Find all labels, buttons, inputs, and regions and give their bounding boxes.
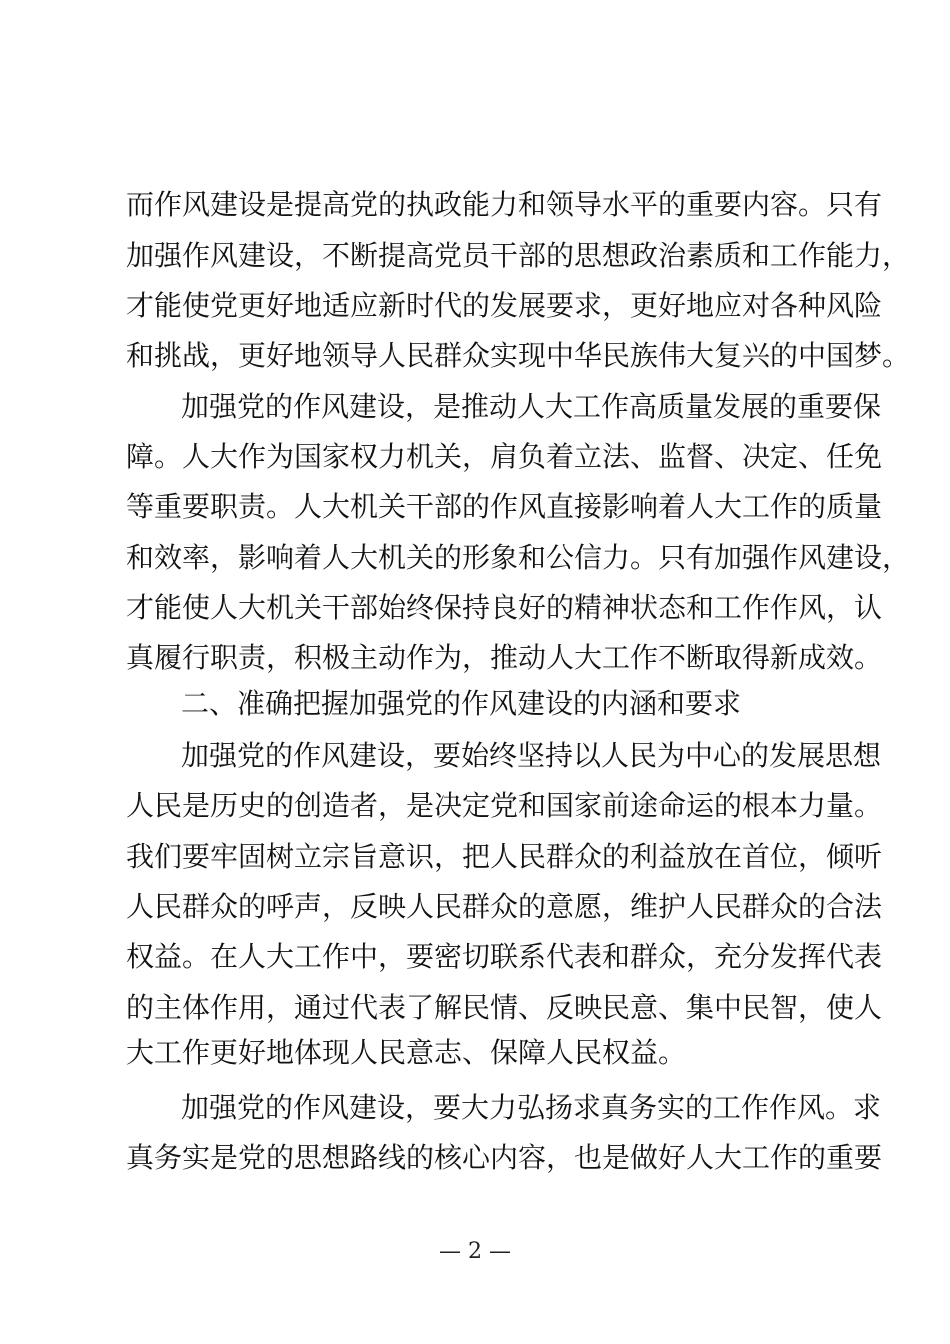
text-line: 真务实是党的思想路线的核心内容，也是做好人大工作的重要 [126,1141,883,1174]
text-line: 障。人大作为国家权力机关，肩负着立法、监督、决定、任免 [126,440,883,473]
text-line: 大工作更好地体现人民意志、保障人民权益。 [126,1036,687,1069]
text-line: 人民群众的呼声，反映人民群众的意愿，维护人民群众的合法 [126,890,883,923]
text-line: 才能使党更好地适应新时代的发展要求，更好地应对各种风险 [126,289,883,322]
text-line: 和挑战，更好地领导人民群众实现中华民族伟大复兴的中国梦。 [126,339,911,372]
section-heading: 二、准确把握加强党的作风建设的内涵和要求 [181,687,742,720]
text-line: 权益。在人大工作中，要密切联系代表和群众，充分发挥代表 [126,940,883,973]
text-line: 才能使人大机关干部始终保持良好的精神状态和工作作风，认 [126,591,883,624]
paragraph-first-line: 加强党的作风建设，要大力弘扬求真务实的工作作风。求 [181,1091,882,1124]
text-line: 真履行职责，积极主动作为，推动人大工作不断取得新成效。 [126,641,883,674]
text-line: 等重要职责。人大机关干部的作风直接影响着人大工作的质量 [126,490,883,523]
text-line: 而作风建设是提高党的执政能力和领导水平的重要内容。只有 [126,188,883,221]
text-line: 的主体作用，通过代表了解民情、反映民意、集中民智，使人 [126,991,883,1024]
paragraph-first-line: 加强党的作风建设，要始终坚持以人民为中心的发展思想 [181,739,882,772]
page-number: — 2 — [439,1239,511,1264]
paragraph-first-line: 加强党的作风建设，是推动人大工作高质量发展的重要保 [181,390,882,423]
text-line: 和效率，影响着人大机关的形象和公信力。只有加强作风建设， [126,541,911,574]
text-line: 我们要牢固树立宗旨意识，把人民群众的利益放在首位，倾听 [126,840,883,873]
text-line: 人民是历史的创造者，是决定党和国家前途命运的根本力量。 [126,789,883,822]
text-line: 加强作风建设，不断提高党员干部的思想政治素质和工作能力， [126,239,911,272]
